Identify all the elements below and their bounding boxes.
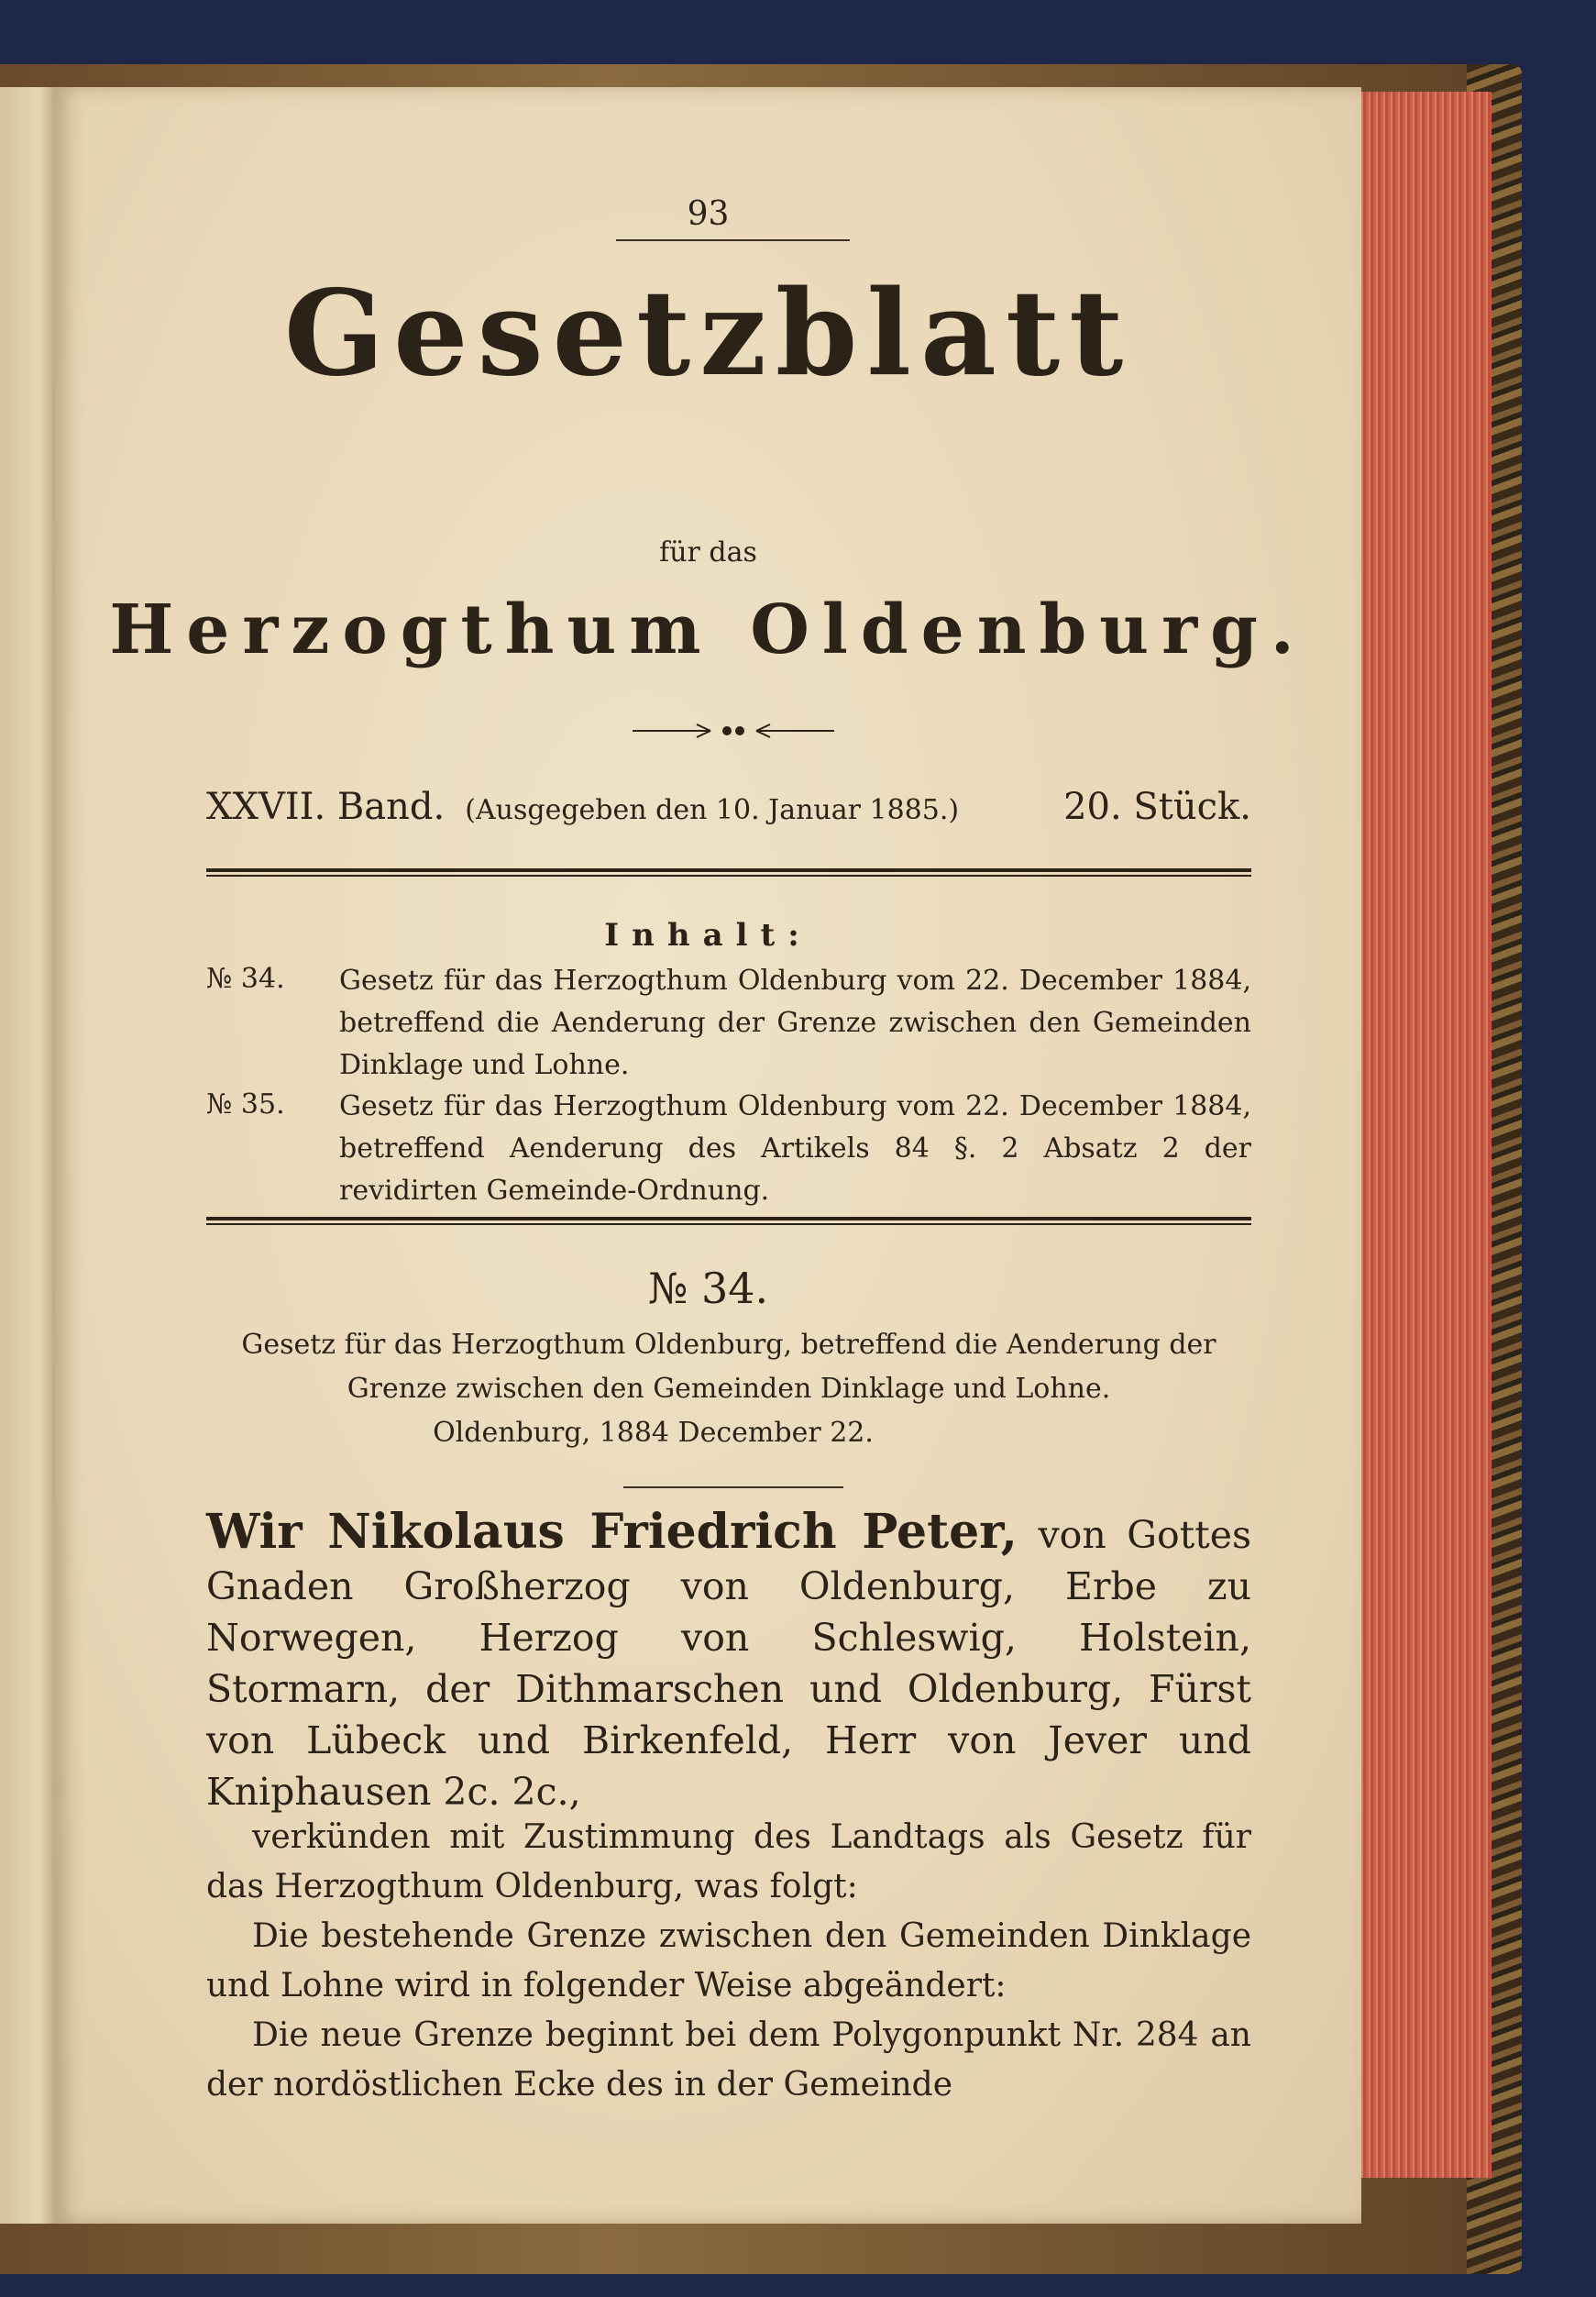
document-page	[55, 87, 1361, 2224]
ornament-divider	[623, 720, 843, 742]
toc-item-number: № 35.	[206, 1088, 285, 1121]
section-number: № 34.	[647, 1264, 769, 1313]
section-rule	[623, 1486, 843, 1488]
proclamation-opening	[206, 1504, 1251, 1817]
document-title: Gesetzblatt	[283, 265, 1133, 403]
toc-item-text: Gesetz für das Herzogthum Oldenburg vom 22. December 1884, betreffend Aenderung des Artikels 84 §. 2 Absatz 2 der revidirten Gemeinde-Ordnung.	[339, 1090, 1251, 1207]
paragraph-new-boundary: Die neue Grenze beginnt bei dem Polygonpunkt Nr. 284 an der nordöstlichen Ecke des in der Gemeinde	[206, 2016, 1251, 2104]
rule-bottom	[206, 1217, 1251, 1225]
section-date: Oldenburg, 1884 December 22.	[433, 1417, 874, 1449]
piece-number: 20. Stück.	[1063, 786, 1251, 828]
sovereign-titles: von Gottes Gnaden Großherzog von Oldenburg, Erbe zu Norwegen, Herzog von Schleswig, Holstein, Stormarn, der Dithmarschen und Oldenburg, Fürst von Lübeck und Birkenfeld, Herr von Jever und Kniphausen 2c. 2c.,	[206, 1513, 1251, 1814]
contents-heading: Inhalt:	[604, 917, 812, 954]
issued-date: (Ausgegeben den 10. Januar 1885.)	[465, 794, 960, 826]
volume-label: XXVII. Band.	[206, 786, 446, 828]
rule-top	[206, 868, 1251, 877]
left-page-edge	[0, 87, 57, 2224]
toc-item-number: № 34.	[206, 963, 285, 995]
page-edges-red	[1357, 92, 1491, 2178]
paragraph-boundary: Die bestehende Grenze zwischen den Gemeinden Dinklage und Lohne wird in folgender Weise abgeändert:	[206, 1917, 1251, 2004]
toc-item-text: Gesetz für das Herzogthum Oldenburg vom 22. December 1884, betreffend die Aenderung der Grenze zwischen den Gemeinden Dinklage und Lohne.	[339, 965, 1251, 1081]
sovereign-name: Wir Nikolaus Friedrich Peter,	[206, 1504, 1018, 1560]
page-number-rule	[616, 239, 850, 241]
section-title: Gesetz für das Herzogthum Oldenburg, betreffend die Aenderung der Grenze zwischen den Gemeinden Dinklage und Lohne.	[241, 1329, 1216, 1405]
masthead-line	[206, 786, 1251, 828]
paragraph-enactment: verkünden mit Zustimmung des Landtags als Gesetz für das Herzogthum Oldenburg, was folgt:	[206, 1818, 1251, 1905]
page-number: 93	[687, 195, 730, 233]
subtitle-large: Herzogthum Oldenburg.	[109, 591, 1307, 669]
subtitle-small: für das	[659, 536, 757, 569]
